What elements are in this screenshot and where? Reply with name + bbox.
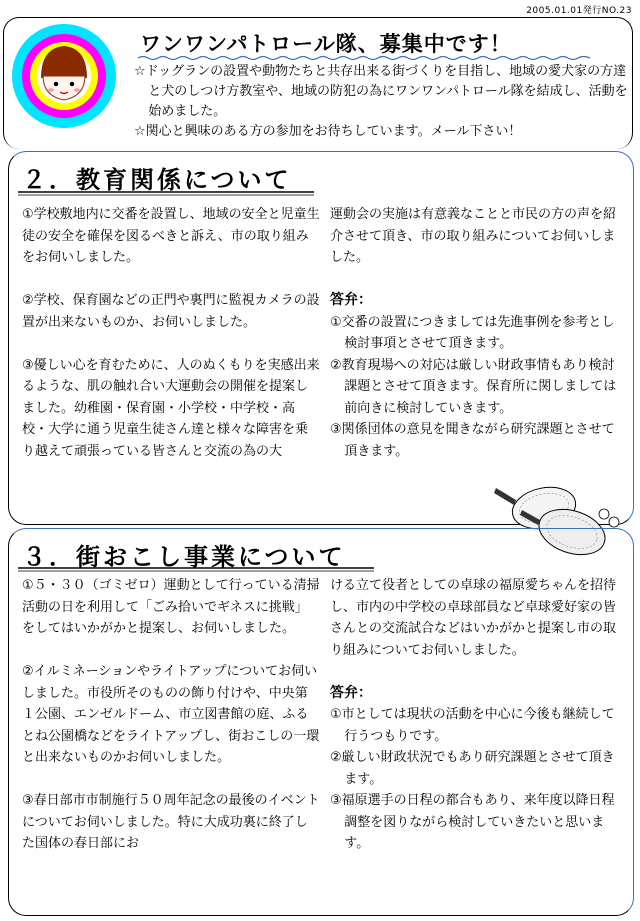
answer-item: ①市としては現状の活動を中心に今後も継続して行うつもりです。 bbox=[330, 707, 615, 744]
headline-underline bbox=[138, 55, 590, 61]
section-education-left-column bbox=[22, 204, 320, 462]
question-item: ③優しい心を育むために、人のぬくもりを実感出来るような、肌の触れ合い大運動会の開催を提案しました。幼稚園・保育園・小学校・中学校・高校・大学に通う児童生徒さん達と様々な障害を乗り越えて頑張っている皆さんと交流の為の大 bbox=[22, 357, 320, 459]
intro-paragraph: ☆関心と興味のある方の参加をお待ちしています。メール下さい！ bbox=[134, 124, 522, 139]
issue-number: 2005.01.01発行NO.23 bbox=[526, 6, 632, 16]
answer-item: ②教育現場への対応は厳しい財政事情もあり検討課題とさせて頂きます。保育所に関しましては前向きに検討していきます。 bbox=[330, 357, 617, 416]
answer-item: ③関係団体の意見を聞きながら研究課題とさせて頂きます。 bbox=[330, 422, 615, 459]
section-education-title: ２．教育関係について bbox=[22, 166, 292, 194]
section-town-revitalization-title: ３．街おこし事業について bbox=[22, 543, 346, 571]
question-item: ①５・３０（ゴミゼロ）運動として行っている清掃活動の日を利用して「ごみ拾いでギネスに挑戦」をしてはいかがかと提案し、お伺いしました。 bbox=[22, 578, 320, 636]
intro-text bbox=[134, 62, 628, 142]
question-item: ①学校敷地内に交番を設置し、地域の安全と児童生徒の安全を確保を図るべきと訴え、市の取り組みをお伺いしました。 bbox=[22, 207, 320, 265]
question-continuation: ける立て役者としての卓球の福原愛ちゃんを招待し、市内の中学校の卓球部員など卓球愛好家の皆さんとの交流試合などはいかがかと提案し市の取り組みについてお伺いしました。 bbox=[330, 578, 617, 658]
answer-item: ①交番の設置につきましては先進事例を参考とし検討事項とさせて頂きます。 bbox=[330, 314, 615, 351]
section-town-right-column bbox=[330, 575, 622, 855]
answer-item: ③福原選手の日程の都合もあり、来年度以降日程調整を図りながら検討していきたいと思います。 bbox=[330, 793, 615, 851]
question-item: ③春日部市市制施行５０周年記念の最後のイベントについてお伺いしました。特に大成功裏に終了した国体の春日部にお bbox=[22, 793, 320, 851]
answer-label: 答弁： bbox=[330, 292, 372, 308]
answer-label: 答弁： bbox=[330, 684, 372, 701]
question-item: ②学校、保育園などの正門や裏門に監視カメラの設置が出来ないものか、お伺いしました。 bbox=[22, 293, 320, 330]
section-town-left-column bbox=[22, 575, 320, 855]
section-title-underline bbox=[18, 566, 374, 572]
intro-paragraph: ☆ドッグランの設置や動物たちと共存出来る街づくりを目指し、地域の愛犬家の方達と犬のしつけ方教室や、地域の防犯の為にワンワンパトロール隊を結成し、活動を始めました。 bbox=[134, 64, 628, 119]
section-education-right-column bbox=[330, 204, 622, 462]
chestnut-mascot-icon bbox=[10, 22, 118, 130]
section-title-underline bbox=[18, 190, 314, 196]
headline: ワンワンパトロール隊、募集中です！ bbox=[140, 32, 512, 56]
answer-item: ②厳しい財政状況でもあり研究課題とさせて頂きます。 bbox=[330, 750, 615, 787]
question-item: ②イルミネーションやライトアップについてお伺いしました。市役所そのものの飾り付けや、中央第１公園、エンゼルドーム、市立図書館の庭、ふるとね公園橋などをライトアップし、街おこしの一環と出来ないものかお伺いしました。 bbox=[22, 664, 320, 765]
question-continuation: 運動会の実施は有意義なことと市民の方の声を紹介させて頂き、市の取り組みについてお伺いしました。 bbox=[330, 207, 617, 265]
